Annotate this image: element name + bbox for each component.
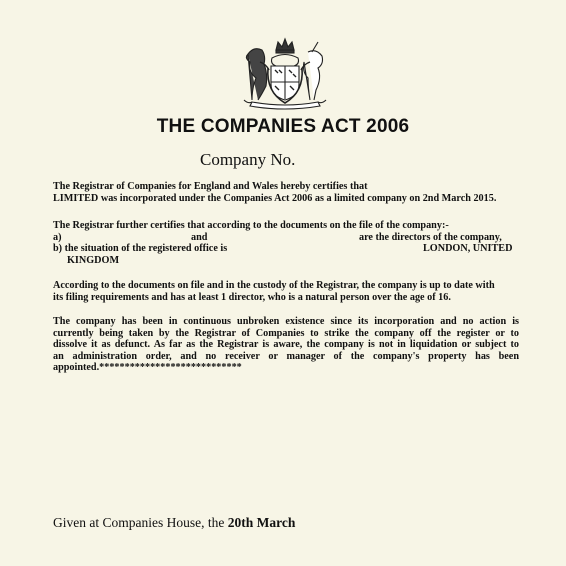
- paragraph-line: According to the documents on file and in the custody of the Registrar, the company is up to date with: [53, 280, 495, 291]
- filing-paragraph: [53, 280, 519, 303]
- certification-paragraph: [53, 181, 519, 204]
- office-city: LONDON, UNITED: [423, 243, 513, 255]
- directors-line: [53, 232, 519, 244]
- existence-paragraph: [53, 316, 519, 374]
- given-text: Given at Companies House, the: [53, 515, 228, 530]
- paragraph-line: The Registrar of Companies for England and Wales hereby certifies that: [53, 181, 368, 192]
- company-number-label: Company No.: [200, 150, 296, 169]
- paragraph-line: appointed.****************************: [53, 362, 242, 374]
- directors-and: and: [191, 231, 208, 243]
- item-a-label: a): [53, 231, 62, 243]
- directors-tail: are the directors of the company,: [359, 231, 502, 243]
- office-country: KINGDOM: [67, 254, 120, 266]
- paragraph-line: its filing requirements and has at least 1 director, who is a natural person over the age of 16.: [53, 291, 451, 303]
- royal-coat-of-arms: [238, 34, 332, 112]
- paragraph-line: LIMITED was incorporated under the Companies Act 2006 as a limited company on 2nd March 2015.: [53, 192, 497, 204]
- office-line: [53, 243, 519, 255]
- paragraph-line: The Registrar further certifies that according to the documents on the file of the company:-: [53, 220, 449, 231]
- paragraph-line: an administration order, and no receiver or manager of the company's property has been: [53, 350, 519, 362]
- paragraph-line: dissolve it as defunct. As far as the Registrar is aware, the company is not in liquidation or subject to: [53, 339, 519, 351]
- office-label: b) the situation of the registered office is: [53, 243, 228, 255]
- paragraph-line: The company has been in continuous unbroken existence since its incorporation and no action is: [53, 316, 519, 327]
- given-date: 20th March: [227, 515, 296, 530]
- directors-paragraph: [53, 220, 519, 266]
- given-at-line: [53, 515, 295, 531]
- paragraph-line: currently being taken by the Registrar of Companies to strike the company off the register or to: [53, 327, 519, 339]
- document-title: THE COMPANIES ACT 2006: [156, 116, 410, 137]
